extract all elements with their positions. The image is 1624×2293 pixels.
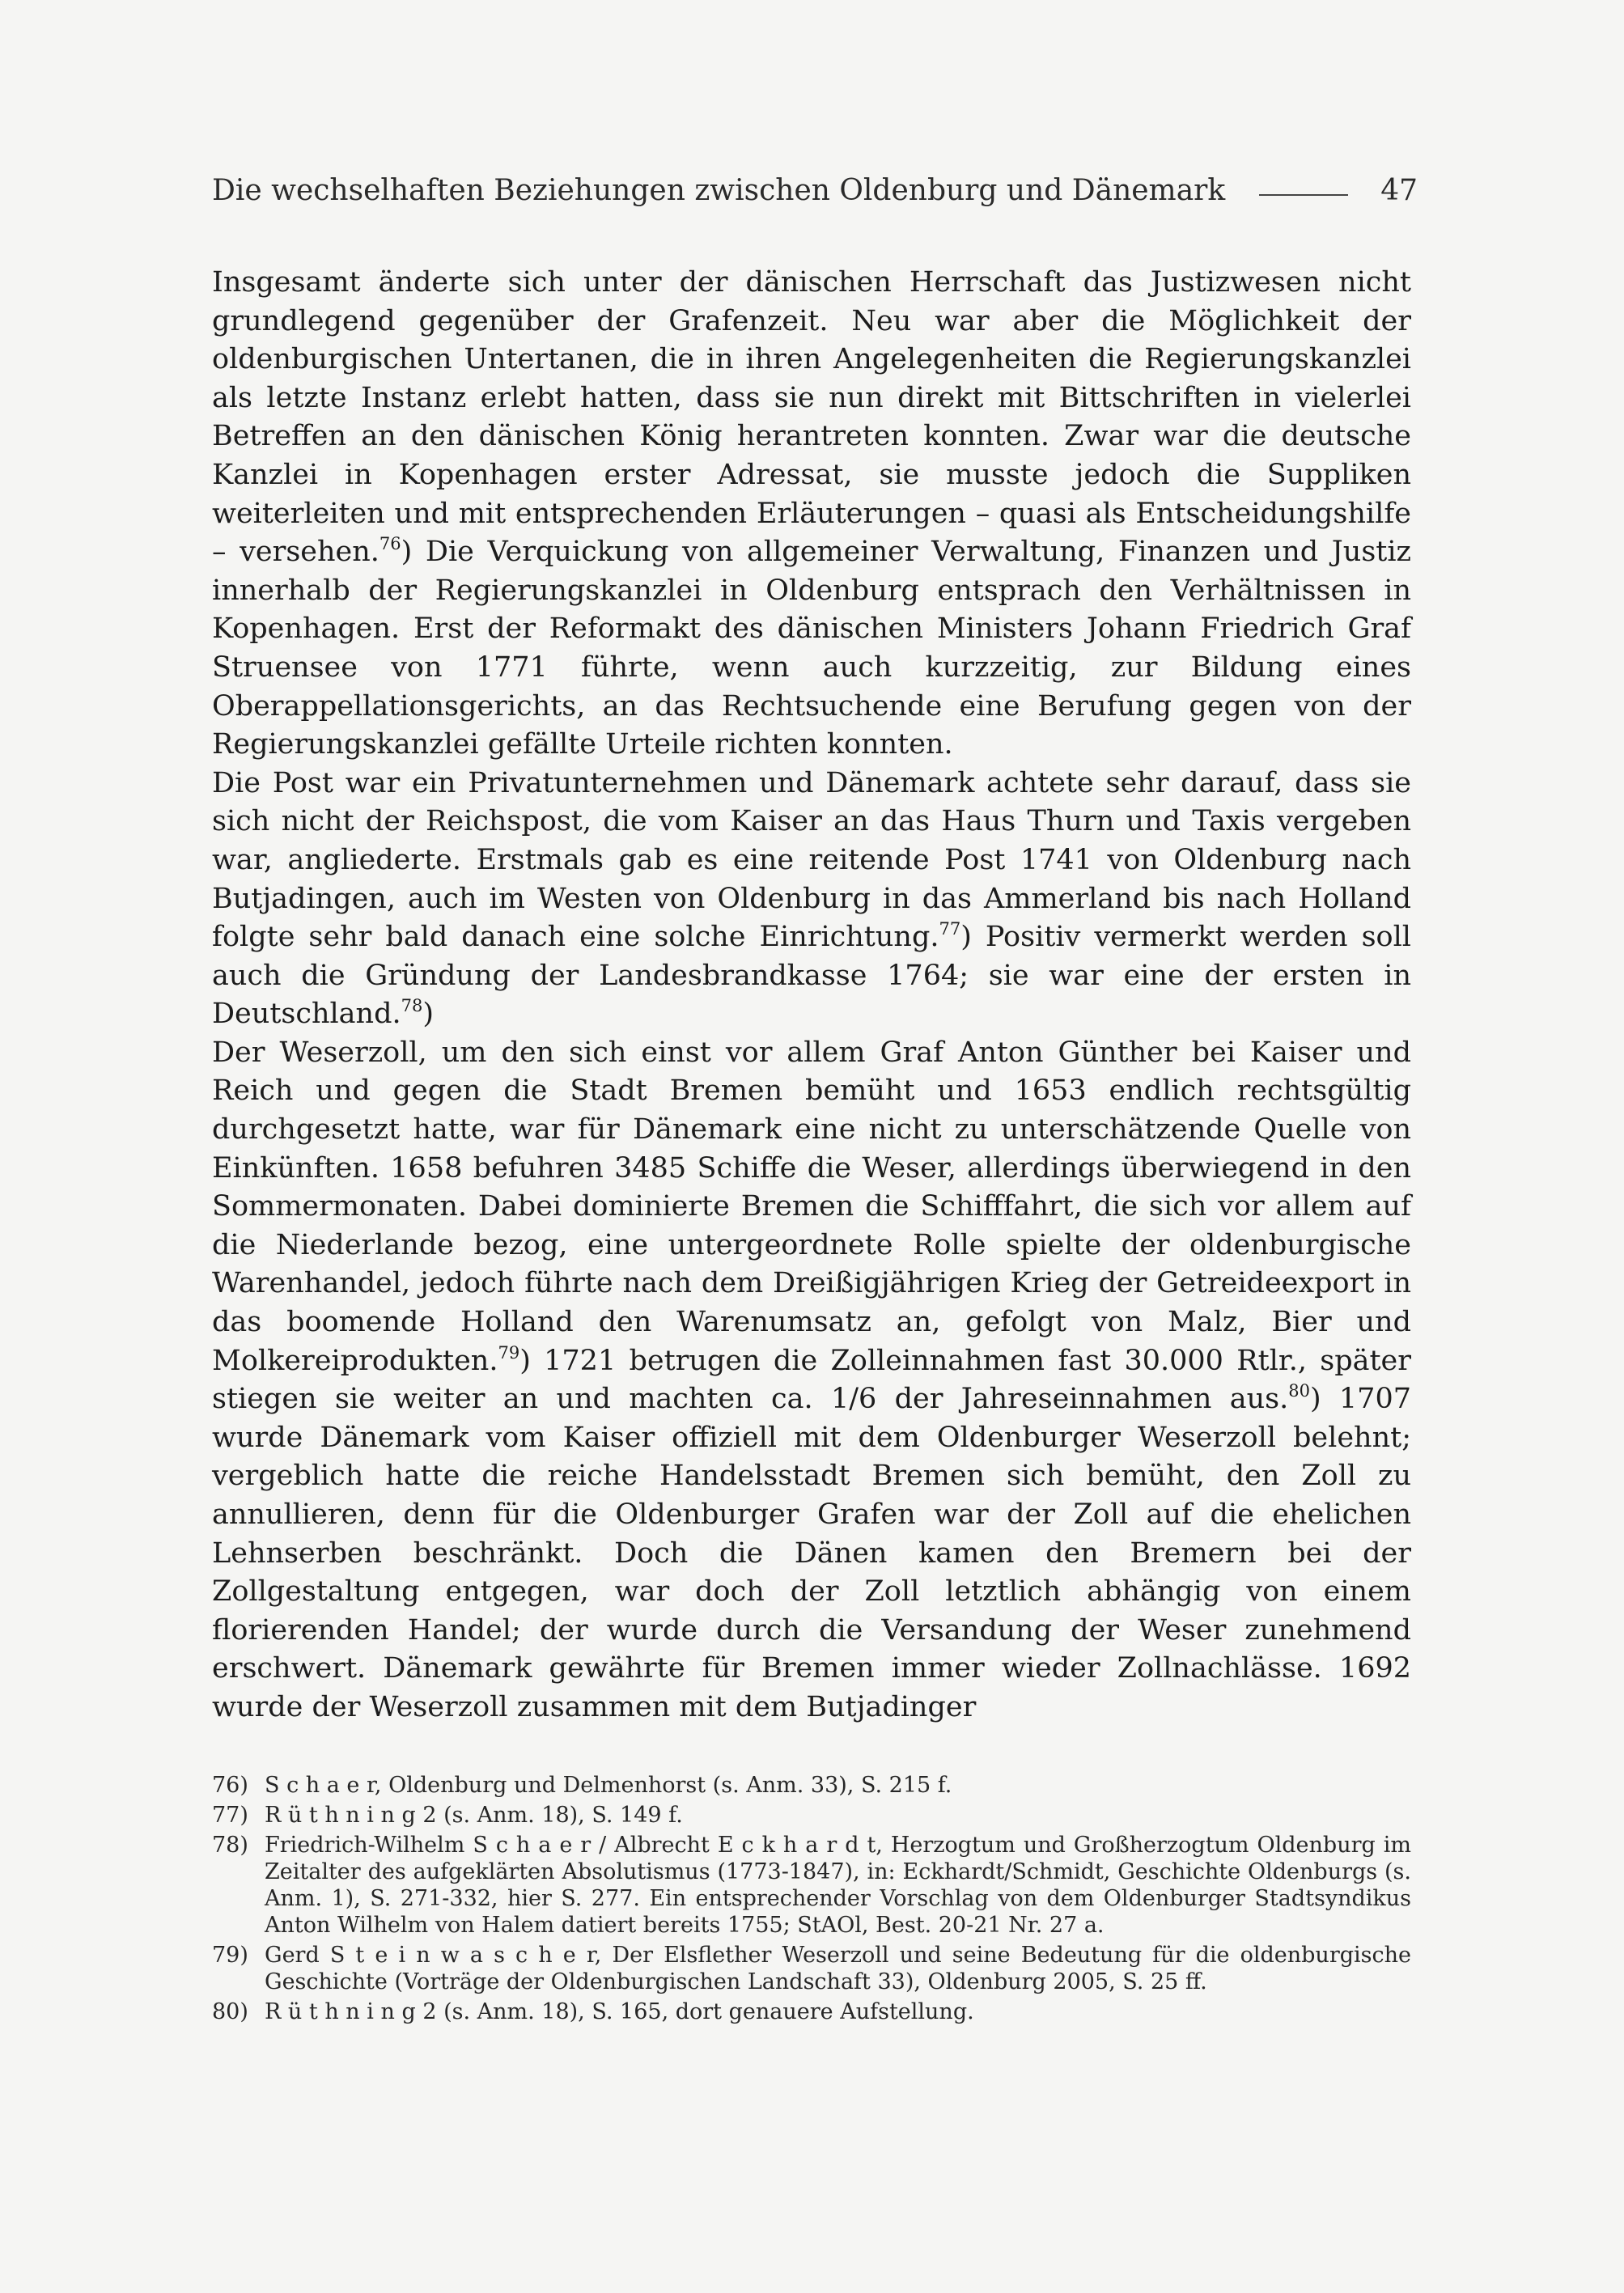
header-rule [1259, 194, 1348, 196]
paragraph [212, 765, 1411, 1034]
footnote-number: 79) [212, 1943, 248, 1968]
running-header [212, 174, 1418, 216]
footnote-text: R ü t h n i n g 2 (s. Anm. 18), S. 165, dort genauere Aufstellung. [265, 1999, 974, 2024]
body-text [212, 264, 1411, 1727]
running-title: Die wechselhaften Beziehungen zwischen Oldenburg und Dänemark [212, 174, 1226, 207]
text-run: ) Die Verquickung von allgemeiner Verwaltung, Finanzen und Justiz innerhalb der Regierungskanzlei in Oldenburg entsprach den Verhältnissen in Kopenhagen. Erst der Reformakt des dänischen Ministers Johann Friedrich Graf Struensee von 1771 führte, wenn auch kurzzeitig, zur Bildung eines Oberappellationsgerichts, an das Rechtsuchende eine Berufung gegen von der Regierungskanzlei gefällte Urteile richten konnten. [212, 536, 1411, 761]
footnote [212, 1998, 1411, 2025]
footnote-text: Gerd S t e i n w a s c h e r, Der Elsflether Weserzoll und seine Bedeutung für die oldenburgische Geschichte (Vorträge der Oldenburgischen Landschaft 33), Oldenburg 2005, S. 25 ff. [265, 1943, 1411, 1994]
text-run: ) Positiv vermerkt werden soll auch die Gründung der Landesbrandkasse 1764; sie war eine der ersten in Deutschland. [212, 921, 1411, 1031]
text-run: Insgesamt änderte sich unter der dänischen Herrschaft das Justizwesen nicht grundlegend gegenüber der Grafenzeit. Neu war aber die Möglichkeit der oldenburgischen Untertanen, die in ihren Angelegenheiten die Regierungskanzlei als letzte Instanz erlebt hatten, dass sie nun direkt mit Bittschriften in vielerlei Betreffen an den dänischen König herantreten konnten. Zwar war die deutsche Kanzlei in Kopenhagen erster Adressat, sie musste jedoch die Suppliken weiterleiten und mit entsprechenden Erläuterungen – quasi als Entscheidungshilfe – versehen. [212, 266, 1411, 569]
text-run: ) [422, 998, 435, 1031]
page-number: 47 [1380, 174, 1418, 207]
paragraph [212, 1034, 1411, 1727]
footnote [212, 1772, 1411, 1799]
footnote-number: 78) [212, 1833, 248, 1858]
footnote-ref: 76 [379, 534, 401, 554]
footnote [212, 1832, 1411, 1939]
text-run: Die Post war ein Privatunternehmen und Dänemark achtete sehr darauf, dass sie sich nicht der Reichspost, die vom Kaiser an das Haus Thurn und Taxis vergeben war, angliederte. Erstmals gab es eine reitende Post 1741 von Oldenburg nach Butjadingen, auch im Westen von Oldenburg in das Ammerland bis nach Holland folgte sehr bald danach eine solche Einrichtung. [212, 766, 1411, 954]
footnote-text: R ü t h n i n g 2 (s. Anm. 18), S. 149 f. [265, 1803, 683, 1828]
footnote-text: Friedrich-Wilhelm S c h a e r / Albrecht E c k h a r d t, Herzogtum und Großherzogtum Oldenburg im Zeitalter des aufgeklärten Absolutismus (1773-1847), in: Eckhardt/Schmidt, Geschichte Oldenburgs (s. Anm. 1), S. 271-332, hier S. 277. Ein entsprechender Vorschlag von dem Oldenburger Stadtsyndikus Anton Wilhelm von Halem datiert bereits 1755; StAOl, Best. 20-21 Nr. 27 a. [265, 1833, 1411, 1938]
footnote-number: 76) [212, 1773, 248, 1798]
footnotes [212, 1772, 1411, 2028]
paragraph [212, 264, 1411, 765]
footnote-number: 77) [212, 1803, 248, 1828]
footnote-ref: 78 [401, 996, 423, 1016]
footnote-ref: 77 [939, 919, 961, 939]
footnote-number: 80) [212, 1999, 248, 2024]
footnote [212, 1942, 1411, 1995]
footnote-ref: 80 [1288, 1381, 1310, 1401]
text-run: Der Weserzoll, um den sich einst vor allem Graf Anton Günther bei Kaiser und Reich und gegen die Stadt Bremen bemüht und 1653 endlich rechtsgültig durchgesetzt hatte, war für Dänemark eine nicht zu unterschätzende Quelle von Einkünften. 1658 befuhren 3485 Schiffe die Weser, allerdings überwiegend in den Sommermonaten. Dabei dominierte Bremen die Schifffahrt, die sich vor allem auf die Niederlande bezog, eine untergeordnete Rolle spielte der oldenburgische Warenhandel, jedoch führte nach dem Dreißigjährigen Krieg der Getreideexport in das boomende Holland den Warenumsatz an, gefolgt von Malz, Bier und Molkereiprodukten. [212, 1036, 1411, 1377]
footnote [212, 1802, 1411, 1829]
footnote-ref: 79 [498, 1342, 520, 1363]
footnote-text: S c h a e r, Oldenburg und Delmenhorst (s. Anm. 33), S. 215 f. [265, 1773, 952, 1798]
text-run: ) 1707 wurde Dänemark vom Kaiser offiziell mit dem Oldenburger Weserzoll belehnt; vergeblich hatte die reiche Handelsstadt Bremen sich bemüht, den Zoll zu annullieren, denn für die Oldenburger Grafen war der Zoll auf die ehelichen Lehnserben beschränkt. Doch die Dänen kamen den Bremern bei der Zollgestaltung entgegen, war doch der Zoll letztlich abhängig von einem florierenden Handel; der wurde durch die Versandung der Weser zunehmend erschwert. Dänemark gewährte für Bremen immer wieder Zollnachlässe. 1692 wurde der Weserzoll zusammen mit dem Butjadinger [212, 1383, 1411, 1723]
text-run: ) 1721 betrugen die Zolleinnahmen fast 30.000 Rtlr., später stiegen sie weiter an und machten ca. 1/6 der Jahreseinnahmen aus. [212, 1344, 1411, 1416]
